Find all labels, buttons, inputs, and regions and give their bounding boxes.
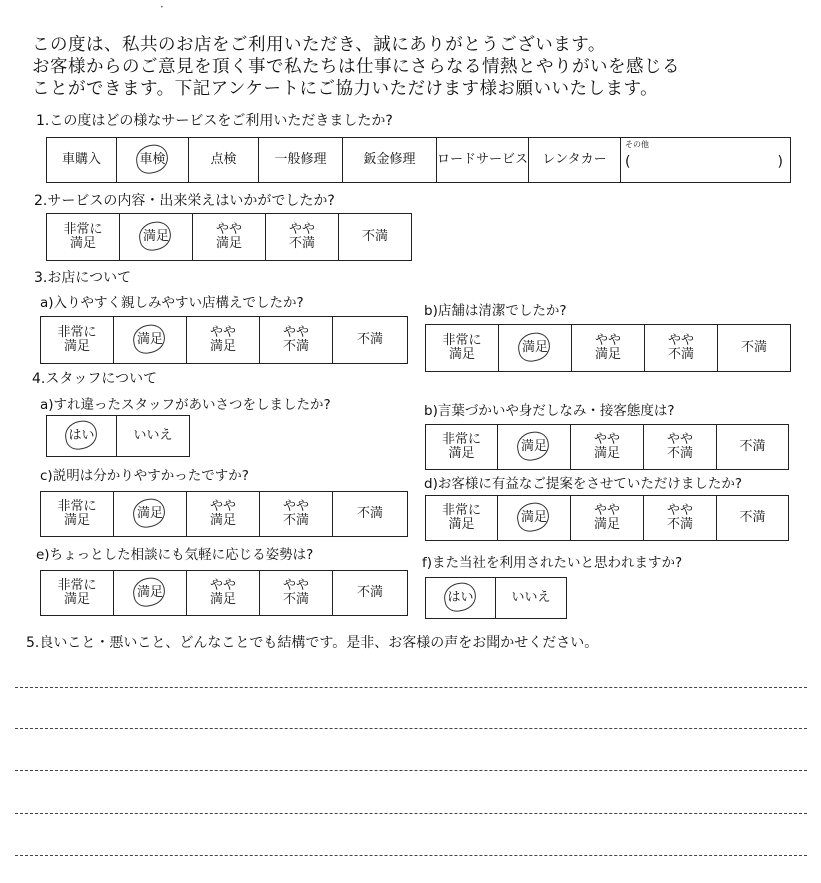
q3a-rating bbox=[40, 316, 408, 364]
q1-option-car-purchase[interactable]: 車購入 bbox=[47, 138, 117, 182]
q4b-very-satisfied[interactable]: 非常に 満足 bbox=[426, 425, 498, 469]
q4e-question: e)ちょっとした相談にも気軽に応じる姿勢は? bbox=[36, 547, 314, 563]
q3a-satisfied-selected[interactable]: 満足 bbox=[114, 317, 187, 363]
q4c-satisfied-selected[interactable]: 満足 bbox=[114, 492, 187, 536]
q4e-satisfied-selected[interactable]: 満足 bbox=[114, 571, 187, 615]
q4b-question: b)言葉づかいや身だしなみ・接客態度は? bbox=[424, 403, 675, 419]
q1-other-label: その他 bbox=[625, 140, 649, 149]
q1-option-road-service[interactable]: ロードサービス bbox=[437, 138, 529, 182]
q1-option-inspection-selected[interactable]: 車検 bbox=[117, 138, 189, 182]
q2-somewhat-dissatisfied[interactable]: やや 不満 bbox=[266, 214, 339, 260]
q4e-rating bbox=[40, 570, 408, 616]
q4f-yesno bbox=[425, 577, 567, 619]
q4f-question: f)また当社を利用されたいと思われますか? bbox=[422, 555, 683, 571]
q3b-question: b)店舗は清潔でしたか? bbox=[424, 303, 567, 319]
q3b-rating bbox=[425, 324, 791, 372]
q3b-satisfied-selected[interactable]: 満足 bbox=[499, 325, 572, 371]
q4d-satisfied-selected[interactable]: 満足 bbox=[498, 496, 571, 540]
q3-heading: 3.お店について bbox=[34, 270, 132, 286]
intro-text bbox=[32, 34, 812, 100]
q3a-question: a)入りやすく親しみやすい店構えでしたか? bbox=[40, 295, 304, 311]
q4c-somewhat-dissatisfied[interactable]: やや 不満 bbox=[260, 492, 333, 536]
q4d-rating bbox=[425, 495, 789, 541]
answer-line-5[interactable] bbox=[15, 855, 807, 856]
q1-question: 1.この度はどの様なサービスをご利用いただきましたか? bbox=[36, 113, 393, 129]
q3a-somewhat-satisfied[interactable]: やや 満足 bbox=[187, 317, 260, 363]
answer-line-4[interactable] bbox=[15, 813, 807, 814]
q4c-question: c)説明は分かりやすかったですか? bbox=[40, 468, 249, 484]
q2-satisfied-selected[interactable]: 満足 bbox=[120, 214, 193, 260]
answer-line-1[interactable] bbox=[15, 687, 807, 688]
q4a-no[interactable]: いいえ bbox=[133, 428, 173, 443]
q2-very-satisfied[interactable]: 非常に 満足 bbox=[47, 214, 120, 260]
q1-paren-close: ) bbox=[777, 154, 783, 170]
stray-mark: • bbox=[160, 4, 164, 11]
q5-question: 5.良いこと・悪いこと、どんなことでも結構です。是非、お客様の声をお聞かせください。 bbox=[26, 635, 599, 651]
q4d-dissatisfied[interactable]: 不満 bbox=[739, 510, 766, 525]
q4b-satisfied-selected[interactable]: 満足 bbox=[498, 425, 571, 469]
q4c-very-satisfied[interactable]: 非常に 満足 bbox=[41, 492, 114, 536]
q3b-somewhat-dissatisfied[interactable]: やや 不満 bbox=[645, 325, 718, 371]
q3a-very-satisfied[interactable]: 非常に 満足 bbox=[41, 317, 114, 363]
answer-line-3[interactable] bbox=[15, 770, 807, 771]
q4a-yes-selected[interactable]: はい bbox=[47, 416, 117, 456]
q1-option-general-repair[interactable]: 一般修理 bbox=[259, 138, 343, 182]
q1-option-sheet-metal[interactable]: 鈑金修理 bbox=[343, 138, 437, 182]
q4e-dissatisfied[interactable]: 不満 bbox=[356, 585, 383, 600]
intro-line-1: この度は、私共のお店をご利用いただき、誠にありがとうございます。 bbox=[32, 35, 606, 55]
q4d-very-satisfied[interactable]: 非常に 満足 bbox=[426, 496, 498, 540]
q4f-no[interactable]: いいえ bbox=[511, 590, 551, 605]
q4b-somewhat-dissatisfied[interactable]: やや 不満 bbox=[644, 425, 717, 469]
q4b-somewhat-satisfied[interactable]: やや 満足 bbox=[571, 425, 644, 469]
q4e-somewhat-satisfied[interactable]: やや 満足 bbox=[187, 571, 260, 615]
intro-line-3: ことができます。下記アンケートにご協力いただけます様お願いいたします。 bbox=[32, 79, 659, 99]
q4c-rating bbox=[40, 491, 408, 537]
q4e-somewhat-dissatisfied[interactable]: やや 不満 bbox=[260, 571, 333, 615]
intro-line-2: お客様からのご意見を頂く事で私たちは仕事にさらなる情熱とやりがいを感じる bbox=[32, 57, 680, 77]
q4-heading: 4.スタッフについて bbox=[32, 371, 158, 387]
q4b-rating bbox=[425, 424, 789, 470]
q2-question: 2.サービスの内容・出来栄えはいかがでしたか? bbox=[34, 193, 335, 209]
q4d-question: d)お客様に有益なご提案をさせていただけましたか? bbox=[424, 476, 743, 492]
q2-dissatisfied[interactable]: 不満 bbox=[361, 229, 388, 244]
answer-line-2[interactable] bbox=[15, 728, 807, 729]
q1-option-check[interactable]: 点検 bbox=[189, 138, 259, 182]
q2-rating bbox=[46, 213, 412, 261]
q4d-somewhat-dissatisfied[interactable]: やや 不満 bbox=[644, 496, 717, 540]
q3b-somewhat-satisfied[interactable]: やや 満足 bbox=[572, 325, 645, 371]
q1-option-other[interactable] bbox=[621, 138, 787, 182]
q4f-yes-selected[interactable]: はい bbox=[426, 578, 496, 618]
q4d-somewhat-satisfied[interactable]: やや 満足 bbox=[571, 496, 644, 540]
q4e-very-satisfied[interactable]: 非常に 満足 bbox=[41, 571, 114, 615]
q4c-somewhat-satisfied[interactable]: やや 満足 bbox=[187, 492, 260, 536]
q4c-dissatisfied[interactable]: 不満 bbox=[356, 506, 383, 521]
q2-somewhat-satisfied[interactable]: やや 満足 bbox=[193, 214, 266, 260]
q3a-somewhat-dissatisfied[interactable]: やや 不満 bbox=[260, 317, 333, 363]
q1-options bbox=[46, 137, 791, 183]
q4a-yesno bbox=[46, 415, 190, 457]
q1-option-rental-car[interactable]: レンタカー bbox=[529, 138, 621, 182]
q3b-dissatisfied[interactable]: 不満 bbox=[740, 340, 767, 355]
q4a-question: a)すれ違ったスタッフがあいさつをしましたか? bbox=[40, 397, 331, 413]
q3a-dissatisfied[interactable]: 不満 bbox=[356, 332, 383, 347]
q1-paren-open: ( bbox=[625, 154, 631, 170]
q4b-dissatisfied[interactable]: 不満 bbox=[739, 439, 766, 454]
q3b-very-satisfied[interactable]: 非常に 満足 bbox=[426, 325, 499, 371]
